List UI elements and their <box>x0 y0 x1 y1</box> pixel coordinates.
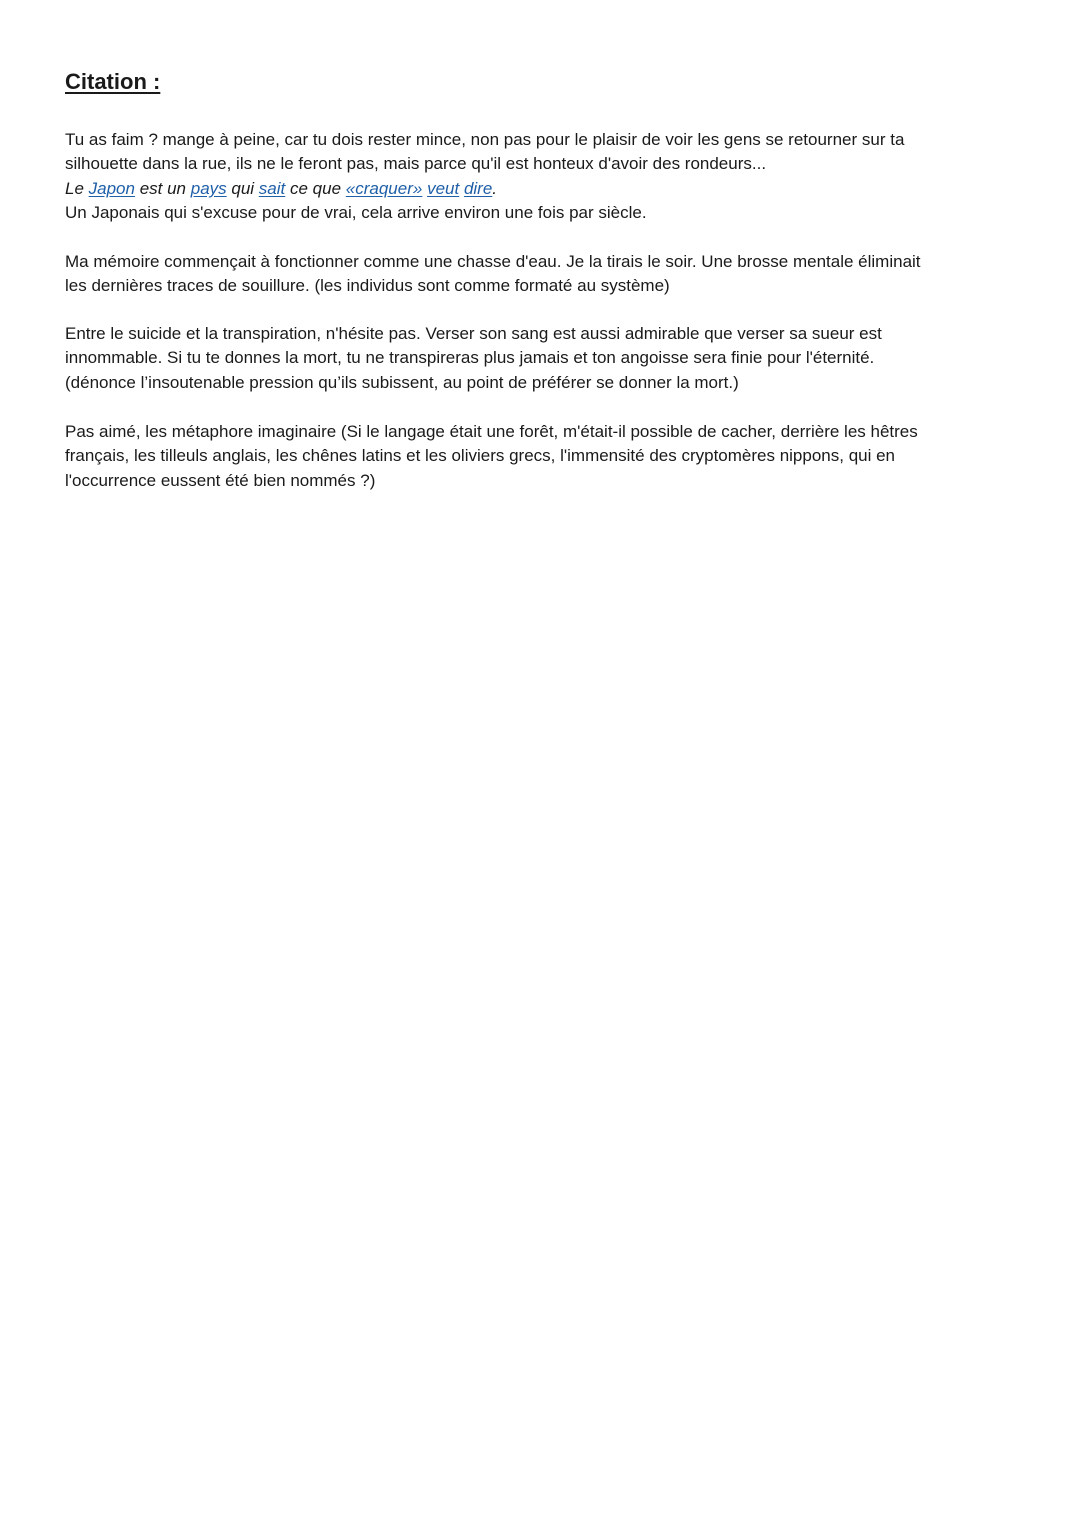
text-line: Tu as faim ? mange à peine, car tu dois rester mince, non pas pour le plaisir de voir les gens se retourner sur ta <box>65 130 905 149</box>
link-japon[interactable]: Japon <box>88 178 135 198</box>
quote-text: qui <box>226 178 259 198</box>
quote-text: est un <box>134 178 191 198</box>
text-line: Entre le suicide et la transpiration, n'hésite pas. Verser son sang est aussi admirable que verser sa sueur est <box>65 324 882 343</box>
link-sait[interactable]: sait <box>258 178 286 198</box>
paragraph-suicide <box>65 322 1005 395</box>
page-title: Citation : <box>65 69 161 94</box>
text-line: l'occurrence eussent été bien nommés ?) <box>65 470 376 490</box>
paragraph-hunger-quote <box>65 128 1005 226</box>
paragraph-memory <box>65 250 1005 299</box>
link-craquer[interactable]: «craquer» <box>345 178 423 198</box>
quote-text: . <box>492 178 498 198</box>
quote-text: Le <box>65 178 89 198</box>
text-line: les dernières traces de souillure. (les individus sont comme formaté au système) <box>65 276 670 296</box>
text-line: Ma mémoire commençait à fonctionner comme une chasse d'eau. Je la tirais le soir. Une brosse mentale éliminait <box>65 252 921 271</box>
text-line: Un Japonais qui s'excuse pour de vrai, cela arrive environ une fois par siècle. <box>65 203 647 223</box>
text-line: innommable. Si tu te donnes la mort, tu ne transpireras plus jamais et ton angoisse sera finie pour l'éternité. <box>65 348 875 368</box>
link-dire[interactable]: dire <box>463 178 493 198</box>
text-line: (dénonce l’insoutenable pression qu’ils subissent, au point de préférer se donner la mort.) <box>65 372 739 392</box>
paragraph-metaphor <box>65 420 1005 493</box>
japan-quote-line <box>65 177 1005 201</box>
text-line: silhouette dans la rue, ils ne le feront pas, mais parce qu'il est honteux d'avoir des rondeurs... <box>65 154 767 174</box>
text-line: français, les tilleuls anglais, les chênes latins et les oliviers grecs, l'immensité des cryptomères nippons, qui en <box>65 446 896 466</box>
quote-text: ce que <box>285 178 346 198</box>
text-line: Pas aimé, les métaphore imaginaire (Si le langage était une forêt, m'était-il possible de cacher, derrière les hêtres <box>65 422 918 441</box>
link-pays[interactable]: pays <box>190 178 227 198</box>
link-veut[interactable]: veut <box>427 178 460 198</box>
